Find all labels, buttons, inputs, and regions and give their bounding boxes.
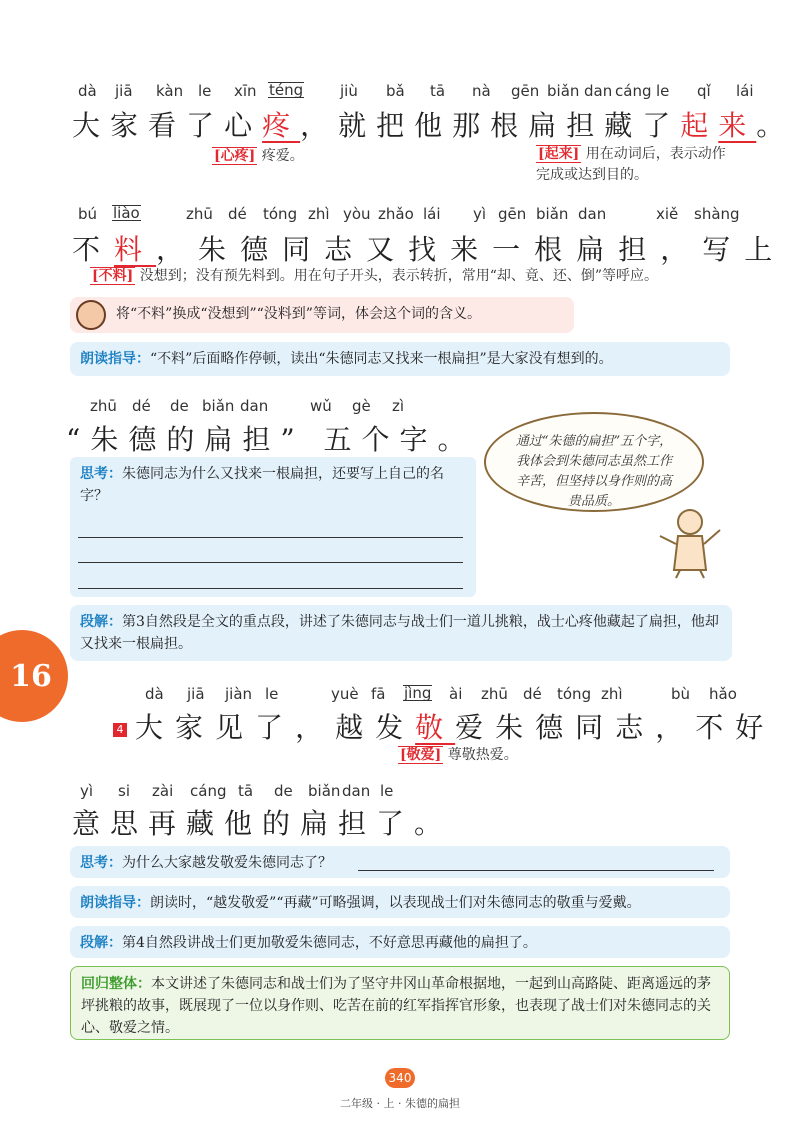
keyword-liao: 料: [114, 233, 157, 266]
speech-bubble: 通过“朱德的扁担”五个字，我体会到朱德同志虽然工作辛苦，但坚持以身作则的高贵品质。: [484, 412, 704, 512]
prompt-panel: 将“不料”换成“没想到”“没料到”等词，体会这个词的含义。: [70, 297, 574, 333]
lesson-number-badge: 16: [0, 630, 68, 722]
reading-guide-1: 朗读指导：“不料”后面略作停顿，读出“朱德同志又找来一根扁担”是大家没有想到的。: [70, 342, 730, 376]
summary-panel: 回归整体：本文讲述了朱德同志和战士们为了坚守井冈山革命根据地，一起到山高路陡、距离遥远的茅坪挑粮的故事，既展现了一位以身作则、吃苦在前的红军指挥官形象，也表现了战士们对朱德同志的关心、敬爱之情。: [70, 966, 730, 1040]
note-qilai: [ 起来 ] 用在动词后，表示动作完成或达到目的。: [536, 144, 736, 186]
answer-line[interactable]: [78, 537, 463, 538]
analysis-panel-4: 段解：第4自然段讲战士们更加敬爱朱德同志，不好意思再藏他的扁担了。: [70, 926, 730, 958]
analysis-panel-3: 段解：第3自然段是全文的重点段，讲述了朱德同志与战士们一道儿挑粮，战士心疼他藏起了扁担，他却又找来一根扁担。: [70, 605, 732, 661]
answer-line[interactable]: [358, 870, 714, 871]
text-line-2: 不料，朱德同志又找来一根扁担，写上: [72, 233, 787, 266]
girl-avatar-icon: [76, 300, 106, 330]
footer-text: 二年级 · 上 · 朱德的扁担: [340, 1097, 460, 1110]
keyword-jing: 敬: [415, 711, 456, 744]
text-line-1: 大家看了心疼，就把他那根扁担藏了起来。: [72, 109, 795, 142]
text-line-3: “朱德的扁担” 五个字。: [66, 423, 476, 456]
page-number: 340: [385, 1068, 415, 1088]
paragraph-number: 4: [113, 723, 127, 737]
reading-guide-2: 朗读指导：朗读时，“越发敬爱”“再藏”可略强调，以表现战士们对朱德同志的敬重与爱戴。: [70, 886, 730, 918]
text-line-5: 意思再藏他的扁担了。: [72, 807, 453, 840]
cartoon-figure-icon: [650, 500, 730, 580]
answer-line[interactable]: [78, 588, 463, 589]
think-panel-2: 思考：为什么大家越发敬爱朱德同志了？: [70, 846, 730, 878]
note-buliao: [ 不料 ] 没想到；没有预先料到。用在句子开头，表示转折，常用“却、竟、还、倒”等呼应。: [90, 266, 750, 287]
answer-line[interactable]: [78, 562, 463, 563]
keyword-teng: 疼: [262, 109, 301, 142]
think-panel-1: 思考：朱德同志为什么又找来一根扁担，还要写上自己的名字？: [70, 457, 476, 597]
note-xinteng: [ 心疼 ] 疼爱。: [212, 146, 304, 167]
text-line-4: 4 大家见了，越发敬爱朱德同志，不好: [113, 706, 775, 746]
note-jingai: [ 敬爱 ] 尊敬热爱。: [398, 745, 518, 766]
